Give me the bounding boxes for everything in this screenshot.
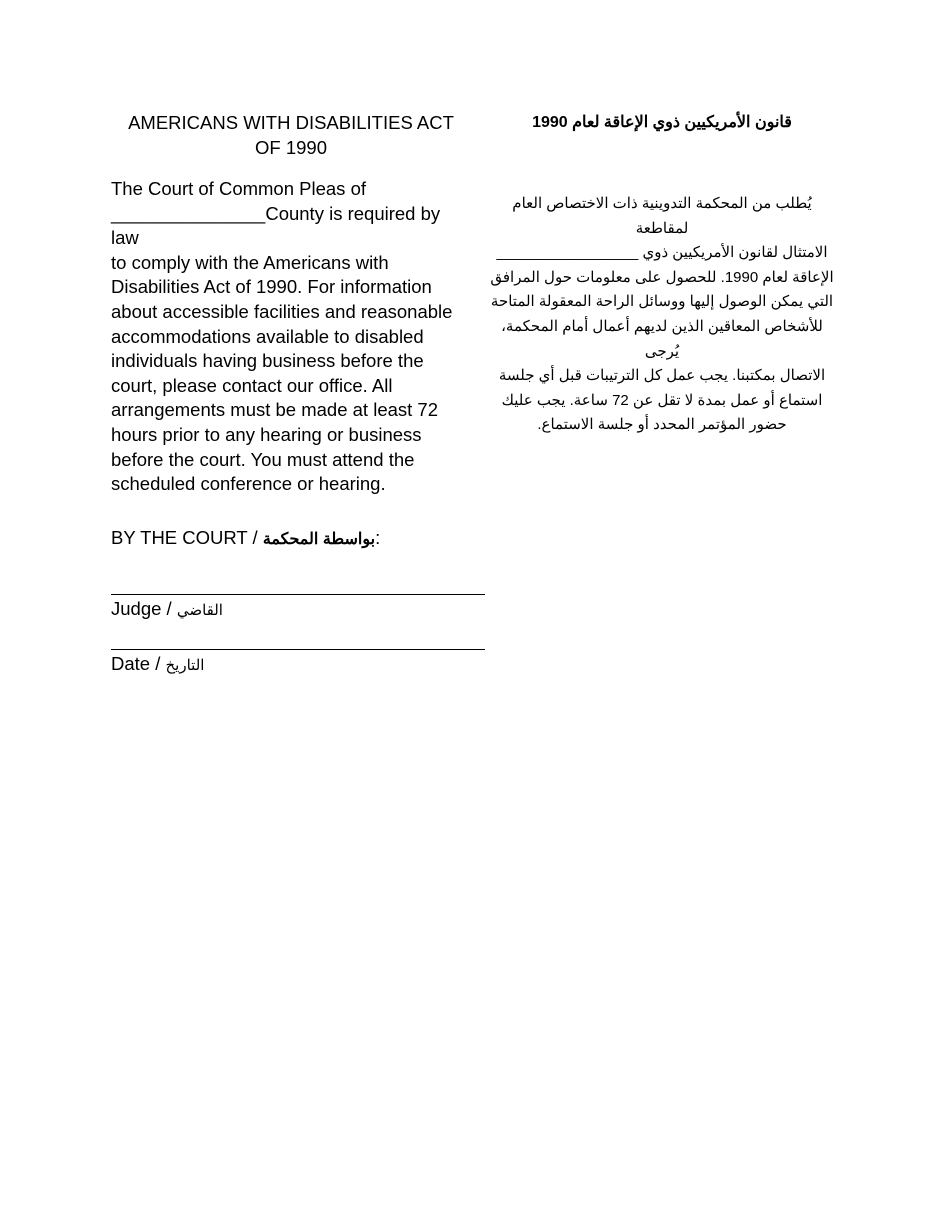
date-signature-line[interactable] xyxy=(111,649,485,650)
by-the-court-english: BY THE COURT / xyxy=(111,527,263,548)
signature-block xyxy=(111,526,491,678)
judge-label-arabic: القاضي xyxy=(176,602,223,619)
by-the-court-arabic: بواسطة المحكمة xyxy=(262,531,376,548)
by-the-court-label xyxy=(111,526,491,552)
arabic-notice-text: يُطلب من المحكمة التدوينية ذات الاختصاص العام لمقاطعة الامتثال لقانون الأمريكيين ذوي _________________ الإعاقة لعام 1990. للحصول على معلومات حول المرافق التي يمكن الوصول إليها ووسائل الراحة المعقولة المتاحة للأشخاص المعاقين الذين لديهم أعمال أمام المحكمة، يُرجى الاتصال بمكتبنا. يجب عمل كل الترتيبات قبل أي جلسة استماع أو عمل بمدة لا تقل عن 72 ساعة. يجب عليك حضور المؤتمر المحدد أو جلسة الاستماع. xyxy=(490,195,834,434)
date-label-english: Date / xyxy=(111,653,166,674)
english-title: AMERICANS WITH DISABILITIES ACT OF 1990 xyxy=(128,112,454,158)
by-the-court-colon: : xyxy=(375,527,381,548)
english-notice-text: The Court of Common Pleas of _______________County is required by law to comply with the Americans with Disabilities Act of 1990. For information about accessible facilities and reasonable accommodations available to disabled individuals having business before the court, please contact our office. All arrangements must be made at least 72 hours prior to any hearing or business before the court. You must attend the scheduled conference or hearing. xyxy=(111,178,453,495)
arabic-column xyxy=(486,110,838,438)
judge-label xyxy=(111,597,491,623)
english-column xyxy=(111,110,471,497)
arabic-title: قانون الأمريكيين ذوي الإعاقة لعام 1990 xyxy=(532,114,792,131)
date-label-arabic: التاريخ xyxy=(165,657,205,674)
judge-signature-line[interactable] xyxy=(111,594,485,595)
date-label xyxy=(111,652,491,678)
judge-label-english: Judge / xyxy=(111,598,177,619)
